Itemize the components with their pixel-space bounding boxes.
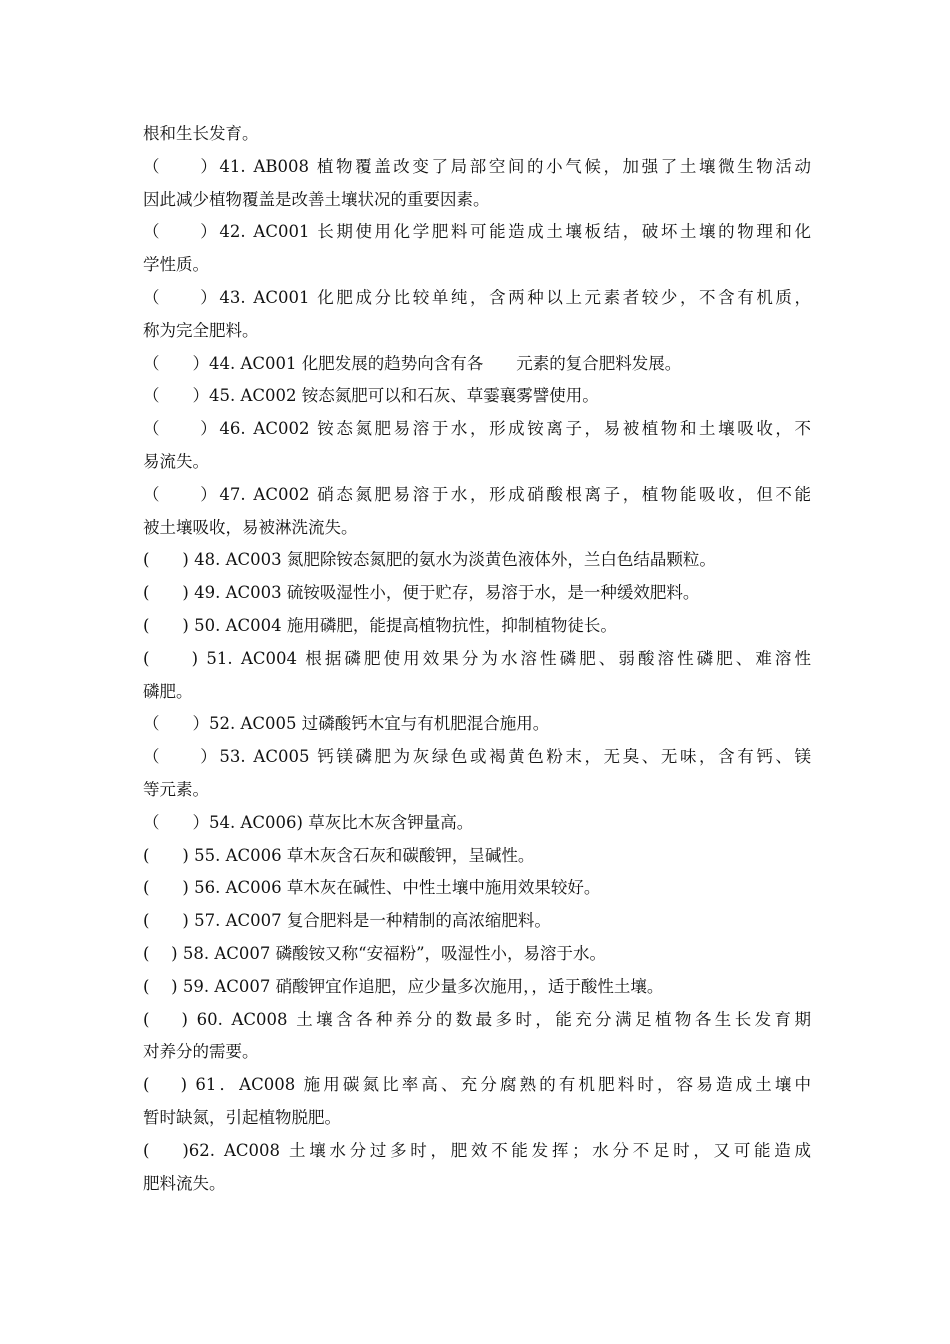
text-line: 根和生长发育。	[143, 124, 259, 143]
text-line: ( ) 60. AC008 土壤含各种养分的数最多时，能充分满足植物各生长发育期	[143, 1009, 811, 1029]
text-line: ( ) 55. AC006 草木灰含石灰和碳酸钾，呈碱性。	[143, 845, 535, 865]
text-line: （ ）52. AC005 过磷酸钙木宜与有机肥混合施用。	[143, 714, 550, 734]
text-line: ( ) 58. AC007 磷酸铵又称“安福粉”，吸湿性小，易溶于水。	[143, 943, 606, 963]
text-line: ( ) 50. AC004 施用磷肥，能提高植物抗性，抑制植物徒长。	[143, 615, 617, 635]
text-line: 磷肥。	[143, 681, 193, 701]
text-line: 因此减少植物覆盖是改善土壤状况的重要因素。	[143, 189, 490, 209]
text-line: 暂时缺氮，引起植物脱肥。	[143, 1107, 341, 1127]
text-line: ( ) 51. AC004 根据磷肥使用效果分为水溶性磷肥、弱酸溶性磷肥、难溶性	[143, 648, 811, 668]
text-line: 易流失。	[143, 451, 209, 471]
document-body	[143, 118, 811, 1200]
text-line: 被土壤吸收，易被淋洗流失。	[143, 517, 358, 537]
text-line: 称为完全肥料。	[143, 320, 259, 340]
text-line: （ ）46. AC002 铵态氮肥易溶于水，形成铵离子，易被植物和土壤吸收，不	[143, 419, 811, 439]
text-line: 学性质。	[143, 255, 209, 275]
text-line: （ ）45. AC002 铵态氮肥可以和石灰、草霎襄雾譬使用。	[143, 386, 599, 406]
text-line: （ ）53. AC005 钙镁磷肥为灰绿色或褐黄色粉末，无臭、无味，含有钙、镁	[143, 747, 811, 767]
text-line: ( )62. AC008 土壤水分过多时，肥效不能发挥；水分不足时，又可能造成	[143, 1140, 811, 1160]
text-line: （ ）54. AC006) 草灰比木灰含钾量高。	[143, 812, 474, 832]
text-line: ( ) 56. AC006 草木灰在碱性、中性土壤中施用效果较好。	[143, 878, 601, 898]
text-line: （ ）41. AB008 植物覆盖改变了局部空间的小气候，加强了土壤微生物活动	[143, 156, 811, 176]
text-line: （ ）43. AC001 化肥成分比较单纯，含两种以上元素者较少，不含有机质，	[143, 287, 811, 307]
text-line: 对养分的需要。	[143, 1042, 259, 1062]
text-line: 等元素。	[143, 779, 209, 799]
text-line: ( ) 61．AC008 施用碳氮比率高、充分腐熟的有机肥料时，容易造成土壤中	[143, 1075, 811, 1095]
text-line: （ ）47. AC002 硝态氮肥易溶于水，形成硝酸根离子，植物能吸收，但不能	[143, 484, 811, 504]
text-line: （ ）44. AC001 化肥发展的趋势向含有各 元素的复合肥料发展。	[143, 353, 682, 373]
text-line: ( ) 57. AC007 复合肥料是一种精制的高浓缩肥料。	[143, 911, 551, 931]
text-line: ( ) 48. AC003 氮肥除铵态氮肥的氨水为淡黄色液体外，兰白色结晶颗粒。	[143, 550, 716, 570]
text-line: 肥料流失。	[143, 1173, 226, 1193]
text-line: ( ) 49. AC003 硫铵吸湿性小，便于贮存，易溶于水，是一种缓效肥料。	[143, 583, 700, 603]
text-line: ( ) 59. AC007 硝酸钾宜作追肥，应少量多次施用，，适于酸性土壤。	[143, 976, 664, 996]
text-line: （ ）42. AC001 长期使用化学肥料可能造成土壤板结，破坏土壤的物理和化	[143, 222, 811, 242]
